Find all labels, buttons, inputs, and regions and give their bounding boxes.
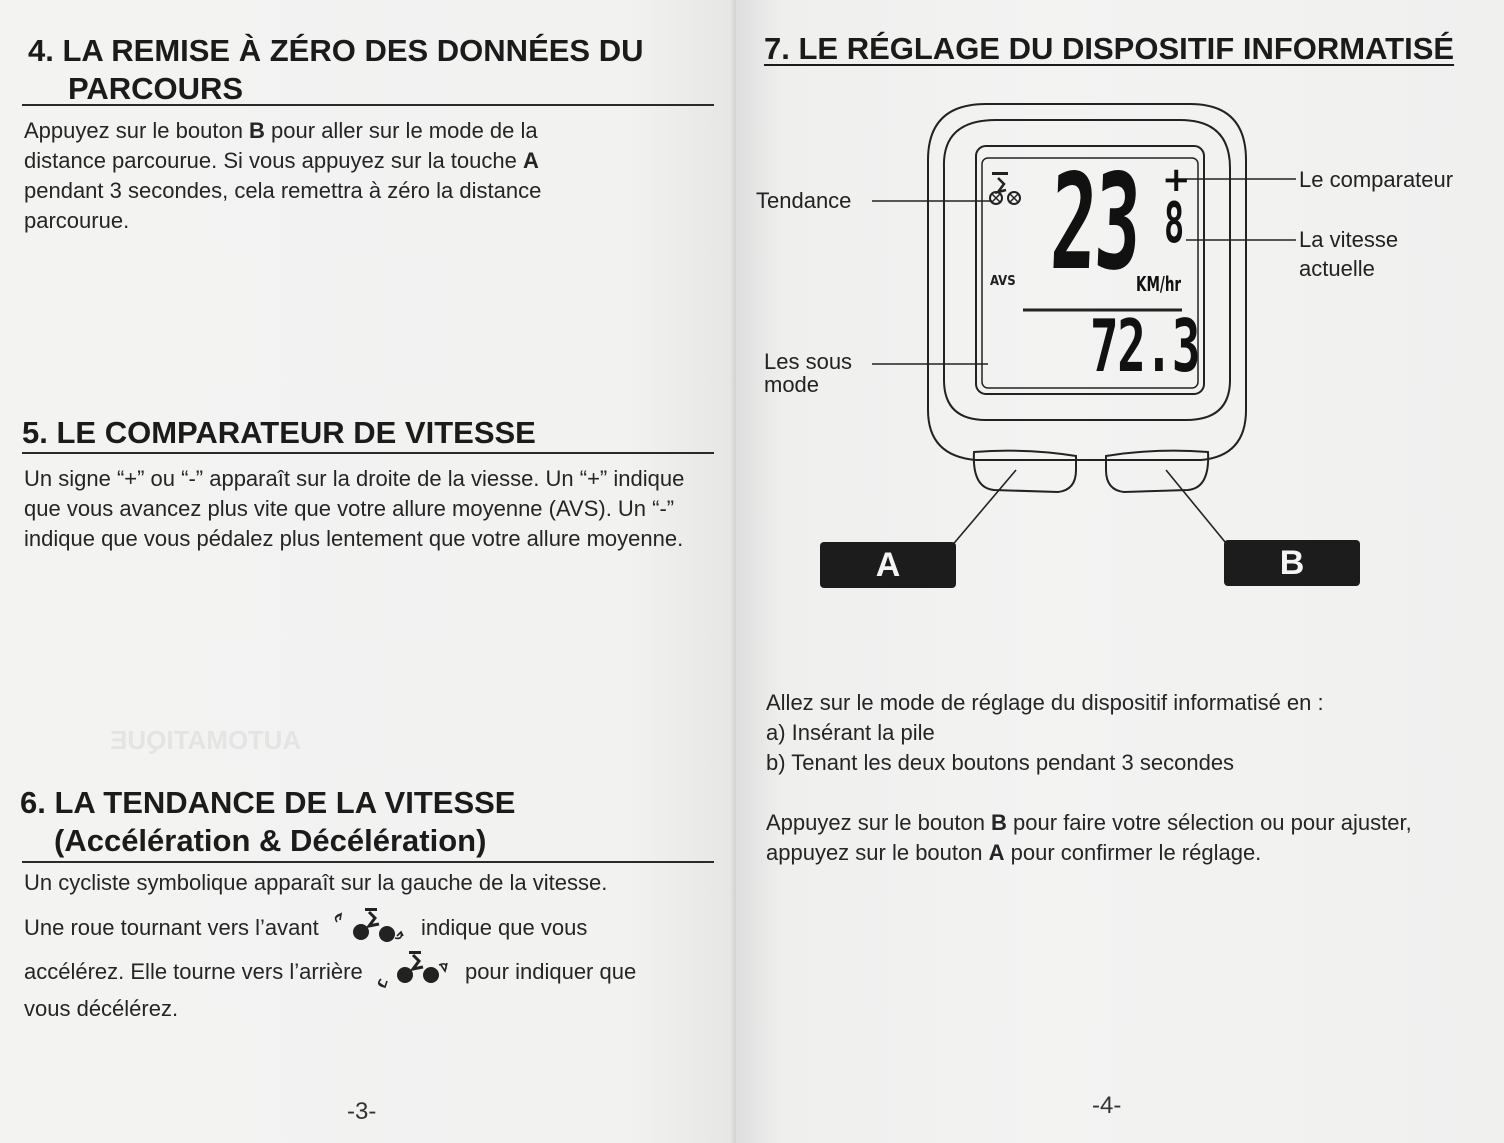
section6-title-line1: 6. LA TENDANCE DE LA VITESSE: [20, 785, 516, 820]
section4-body: [24, 116, 624, 236]
device-button-a: [974, 451, 1076, 492]
label-comparateur: Le comparateur: [1299, 167, 1454, 192]
setup-key-b: B: [991, 810, 1007, 835]
setup-key-a: A: [988, 840, 1005, 865]
setup-step-b: b) Tenant les deux boutons pendant 3 secondes: [766, 750, 1235, 775]
button-b-tag: B: [1224, 540, 1360, 586]
display-trend-icon: [990, 172, 1020, 204]
section6-line1: Un cycliste symbolique apparaît sur la gauche de la vitesse.: [24, 870, 608, 895]
section5-body: Un signe “+” ou “-” apparaît sur la droite de la viesse. Un “+” indique que vous avancez plus vite que votre allure moyenne (AVS). Un “-” indique que vous pédalez plus lentement que votre allure moyenne.: [24, 466, 685, 551]
setup-intro: Allez sur le mode de réglage du dispositif informatisé en :: [766, 690, 1324, 715]
section7-title: 7. LE RÉGLAGE DU DISPOSITIF INFORMATISÉ: [764, 31, 1455, 66]
section6-line2: [24, 906, 714, 946]
label-sous-mode-line2: mode: [764, 372, 820, 397]
button-a-tag: A: [820, 542, 956, 588]
page-number-right: -4-: [1092, 1092, 1122, 1119]
setup-step-a: a) Insérant la pile: [766, 720, 935, 745]
section4-rule: [22, 104, 714, 106]
section6-title-line2: (Accélération & Décélération): [54, 823, 487, 858]
section6-line3-text-b: pour indiquer que: [464, 958, 637, 984]
display-sub-value: 72.3: [1090, 304, 1200, 388]
display-avs: AVS: [990, 274, 1016, 289]
section6-rule: [22, 861, 714, 863]
label-vitesse-line1: La vitesse: [1299, 227, 1399, 252]
section6-line2-text-b: indique que vous: [420, 914, 588, 940]
left-page: [0, 0, 736, 1143]
section6-line3-text-a: accélérez. Elle tourne vers l’arrière: [24, 958, 363, 984]
page-number-left: -3-: [347, 1098, 377, 1125]
section5-title: 5. LE COMPARATEUR DE VITESSE: [22, 415, 536, 450]
right-page: [736, 0, 1504, 1143]
display-unit: KM/hr: [1136, 272, 1182, 296]
key-a-label: A: [522, 148, 539, 173]
label-tendance: Tendance: [756, 188, 852, 213]
bleed-through-text: AUTOMATIQUE: [110, 725, 302, 755]
label-vitesse-line2: actuelle: [1299, 256, 1375, 281]
setup-instr-text-3: pour confirmer le réglage.: [1004, 840, 1262, 865]
callout-button-a: [950, 470, 1016, 548]
setup-instr-text-1: Appuyez sur le bouton: [766, 810, 992, 835]
section4-title: [28, 32, 644, 108]
section4-text-2: pour aller sur le mode de la distance parcourue. Si vous appuyez sur la touche: [24, 118, 538, 173]
setup-instr-text-2: pour faire votre sélection ou pour ajuster, appuyez sur le bouton: [766, 810, 1412, 865]
section6-line3: [24, 949, 724, 993]
callout-button-b: [1166, 470, 1230, 548]
setup-instructions: [766, 808, 1456, 868]
section6-line2-text-a: Une roue tournant vers l’avant: [24, 914, 319, 940]
section6-line4: vous décélérez.: [24, 996, 179, 1021]
display-speed: 23: [1047, 146, 1142, 300]
section4-title-line2: PARCOURS: [68, 71, 244, 106]
section6-title: [20, 784, 516, 860]
key-b-label: B: [249, 118, 265, 143]
display-speed-decimal: 8: [1164, 191, 1185, 256]
cyclist-forward-icon: [331, 906, 409, 952]
section4-text-3: pendant 3 secondes, cela remettra à zéro la distance parcourue.: [24, 178, 542, 233]
device-button-b: [1106, 451, 1208, 492]
section4-title-line1: 4. LA REMISE À ZÉRO DES DONNÉES DU: [28, 33, 644, 68]
section4-text-1: Appuyez sur le bouton: [24, 118, 250, 143]
section5-rule: [22, 452, 714, 454]
display-sign: +: [1162, 160, 1191, 200]
label-sous-mode-line1: Les sous: [764, 349, 853, 374]
cyclist-backward-icon: [375, 949, 453, 997]
